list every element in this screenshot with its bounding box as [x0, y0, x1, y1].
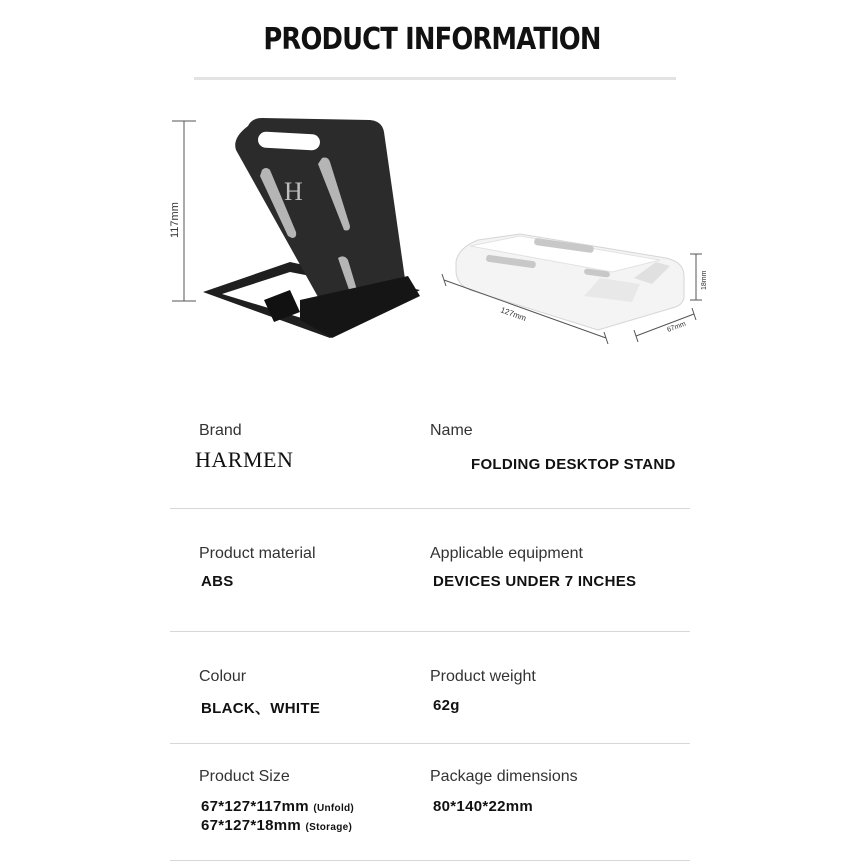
white-stand — [456, 234, 684, 330]
depth-label: 18mm — [701, 270, 708, 290]
size-unfold — [201, 798, 354, 815]
weight-value: 62g — [433, 697, 460, 714]
colour-label: Colour — [199, 668, 247, 685]
package-value: 80*140*22mm — [433, 798, 534, 815]
weight-label: Product weight — [430, 668, 536, 685]
material-value: ABS — [201, 573, 234, 590]
equipment-value: DEVICES UNDER 7 INCHES — [433, 573, 637, 590]
brand-label: Brand — [199, 422, 242, 439]
brand-logo: HARMEN — [195, 447, 294, 472]
size-storage-note: (Storage) — [305, 822, 353, 833]
row-divider — [170, 860, 690, 861]
row-divider — [170, 743, 690, 744]
size-label: Product Size — [199, 768, 290, 785]
material-label: Product material — [199, 545, 316, 562]
equipment-label: Applicable equipment — [430, 545, 583, 562]
page-title: PRODUCT INFORMATION — [263, 22, 601, 57]
size-storage-value: 67*127*18mm — [201, 817, 302, 834]
height-dimension — [169, 121, 196, 301]
size-unfold-note: (Unfold) — [313, 803, 355, 814]
size-storage — [201, 817, 352, 834]
product-drawing — [0, 100, 864, 360]
length-label: 127mm — [499, 305, 528, 324]
depth-dimension — [690, 254, 708, 300]
name-label: Name — [430, 422, 473, 439]
panel-logo: H — [284, 177, 303, 206]
size-unfold-value: 67*127*117mm — [201, 798, 309, 815]
row-divider — [170, 508, 690, 509]
colour-value: BLACK、WHITE — [201, 700, 321, 717]
row-divider — [170, 631, 690, 632]
black-stand — [203, 118, 420, 338]
name-value: FOLDING DESKTOP STAND — [471, 456, 676, 473]
title-divider — [194, 77, 676, 80]
width-label: 67mm — [666, 320, 687, 334]
package-label: Package dimensions — [430, 768, 578, 785]
product-illustration — [0, 100, 864, 360]
height-label: 117mm — [169, 202, 181, 238]
